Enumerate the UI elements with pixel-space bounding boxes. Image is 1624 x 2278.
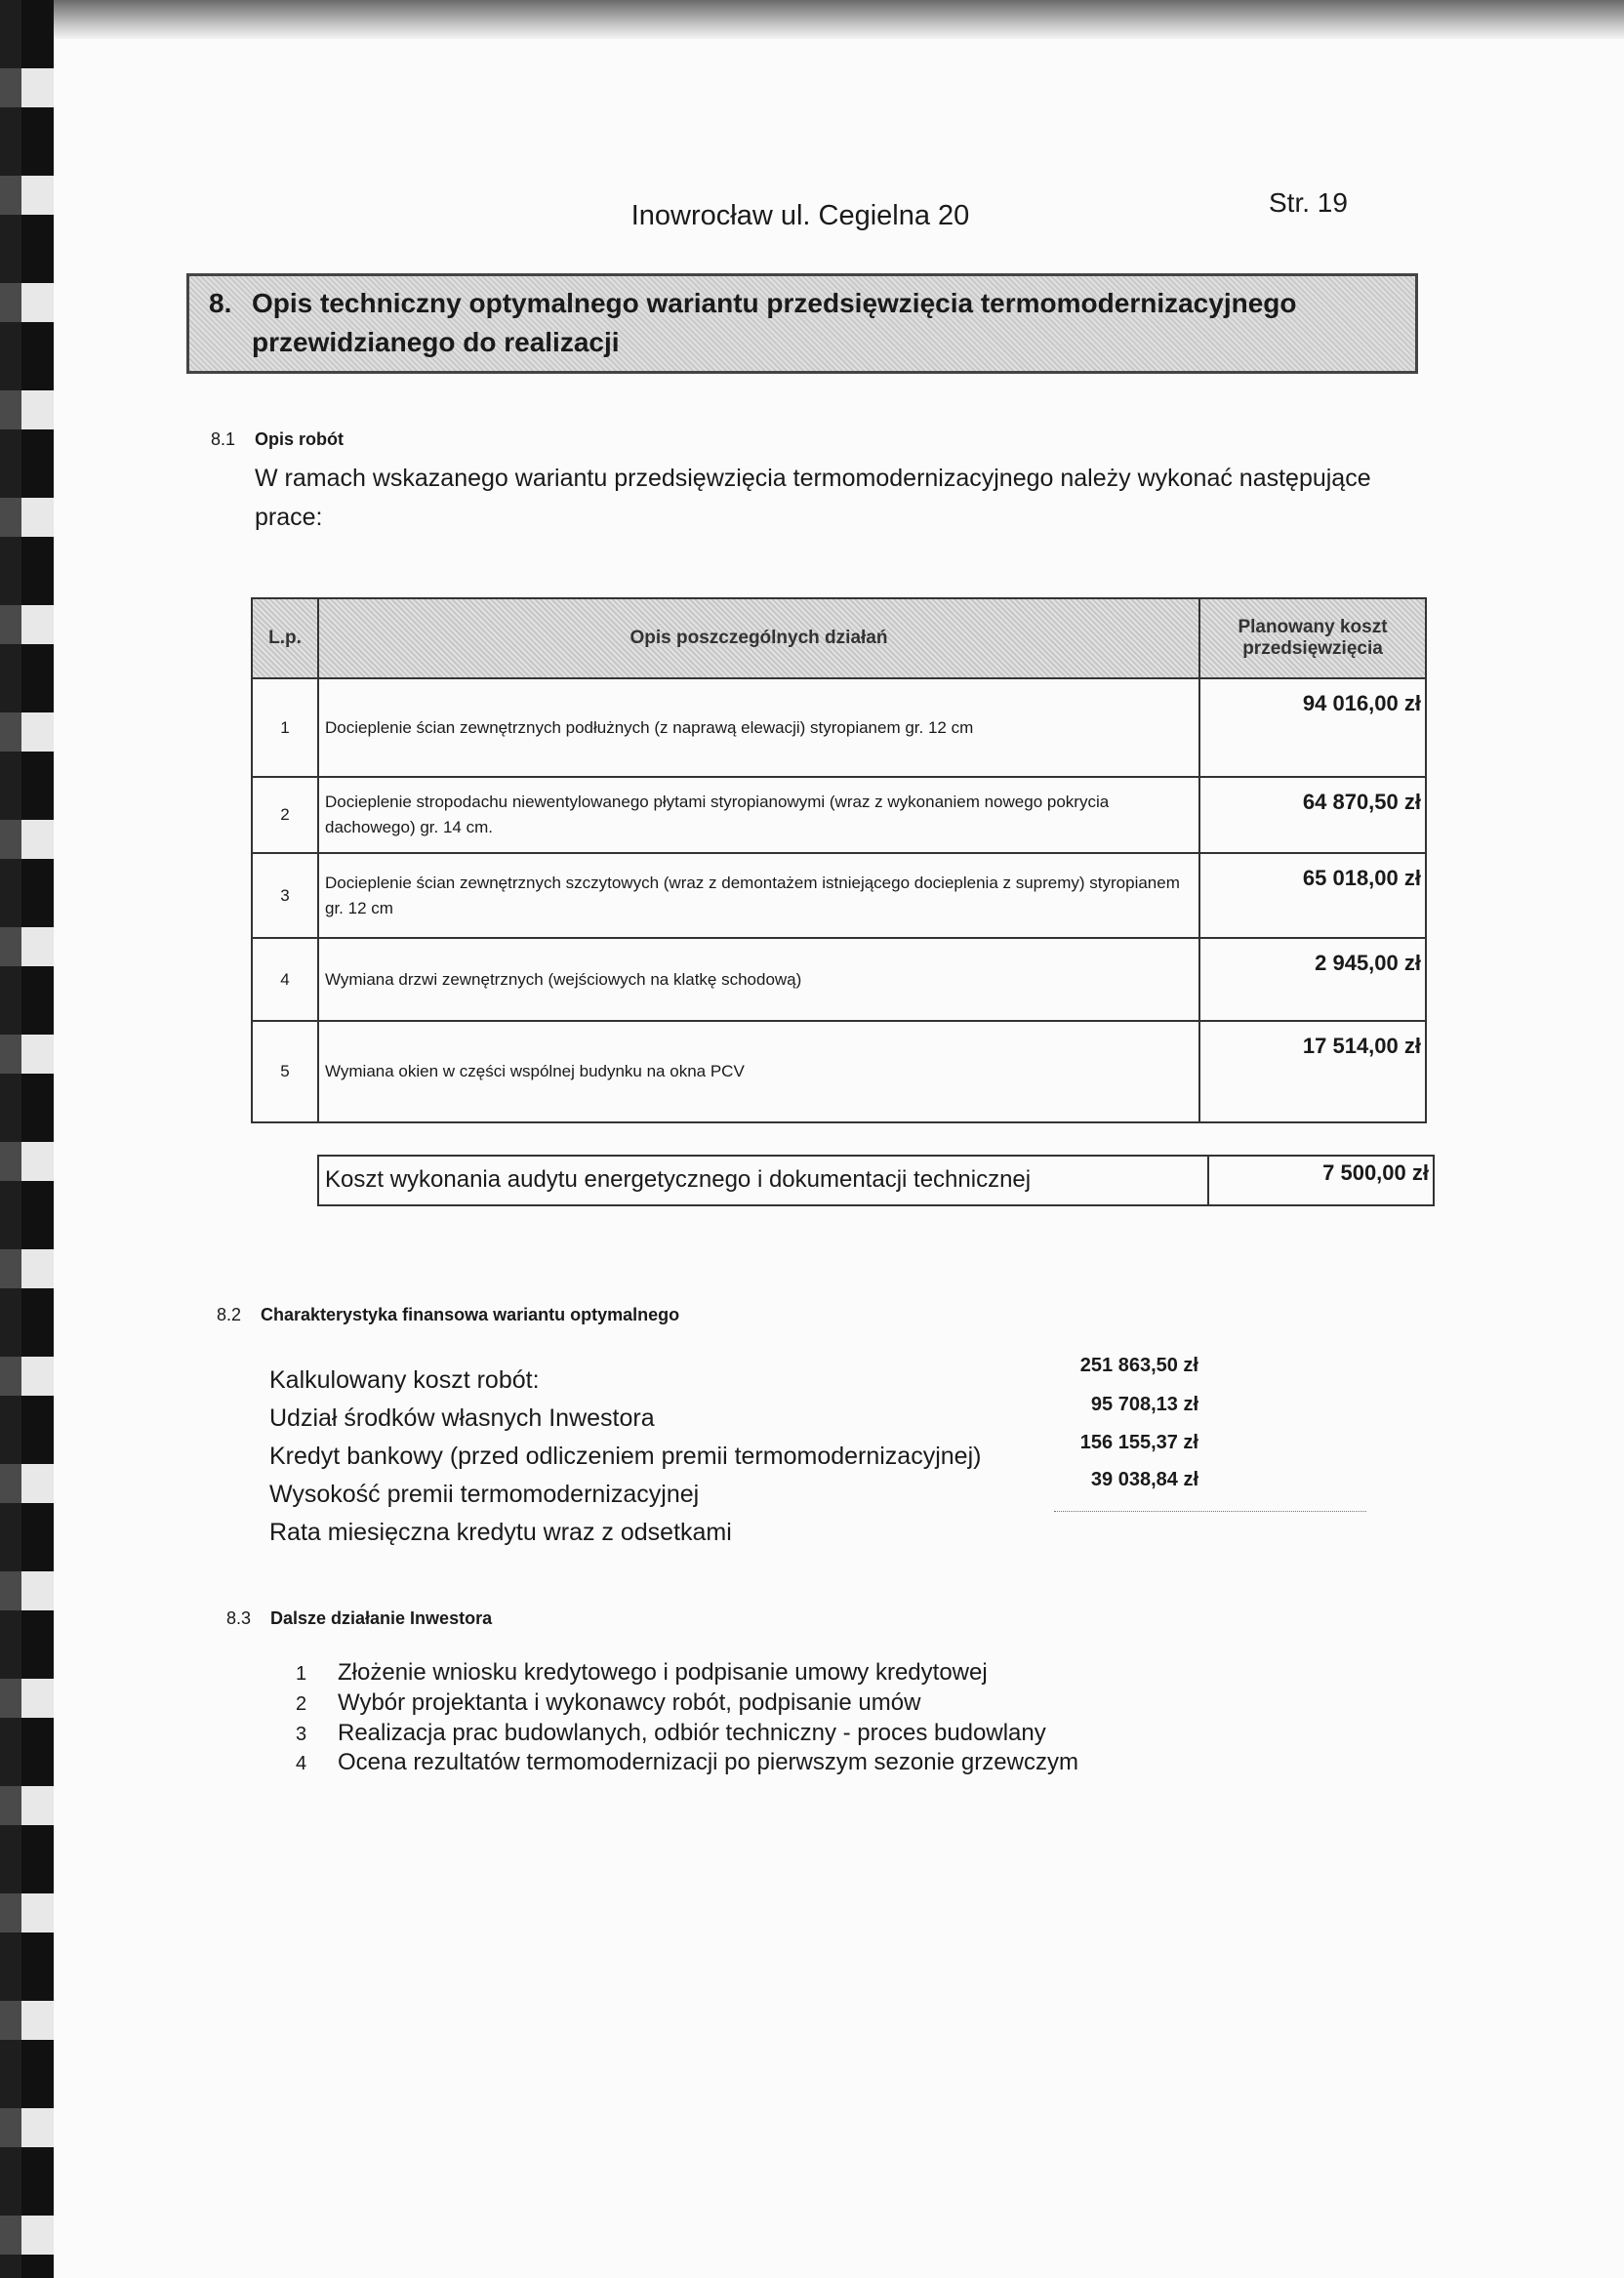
list-item	[296, 1720, 1046, 1747]
row-cost: 2 945,00 zł	[1199, 938, 1426, 1021]
step-text: Realizacja prac budowlanych, odbiór techniczny - proces budowlany	[338, 1720, 1046, 1746]
step-text: Ocena rezultatów termomodernizacji po pierwszym sezonie grzewczym	[338, 1749, 1078, 1775]
step-number: 4	[296, 1753, 307, 1774]
fin-value-premium: 39 038,84 zł	[1090, 1469, 1198, 1490]
page-header-title: Inowrocław ul. Cegielna 20	[630, 200, 970, 231]
row-lp: 4	[252, 938, 318, 1021]
row-lp: 2	[252, 777, 318, 853]
row-description: Docieplenie stropodachu niewentylowanego płytami styropianowymi (wraz z wykonaniem nowego pokrycia dachowego) gr. 14 cm.	[318, 777, 1199, 853]
table-row	[252, 853, 1426, 938]
subsection-title: Opis robót	[255, 429, 344, 449]
section-title-line1: Opis techniczny optymalnego wariantu przedsięwzięcia termomodernizacyjnego	[252, 288, 1297, 318]
section-title-line2: przewidzianego do realizacji	[252, 327, 620, 357]
row-lp: 5	[252, 1021, 318, 1122]
intro-paragraph: W ramach wskazanego wariantu przedsięwzięcia termomodernizacyjnego należy wykonać następujące prace:	[255, 465, 1371, 531]
fin-value-loan: 156 155,37 zł	[1079, 1432, 1198, 1453]
subsection-8-2-heading	[217, 1305, 679, 1325]
fin-label-premium: Wysokość premii termomodernizacyjnej	[269, 1481, 700, 1508]
table-row	[252, 777, 1426, 853]
header-cost: Planowany koszt przedsięwzięcia	[1199, 598, 1426, 678]
table-row	[252, 938, 1426, 1021]
subsection-number: 8.1	[211, 429, 236, 449]
subsection-number: 8.3	[226, 1608, 252, 1628]
list-item	[296, 1689, 920, 1717]
section-heading	[186, 273, 1418, 374]
step-text: Wybór projektanta i wykonawcy robót, podpisanie umów	[338, 1689, 921, 1716]
fin-label-cost: Kalkulowany koszt robót:	[269, 1366, 540, 1394]
row-description: Docieplenie ścian zewnętrznych szczytowych (wraz z demontażem istniejącego docieplenia z supremy) styropianem gr. 12 cm	[318, 853, 1199, 938]
row-lp: 3	[252, 853, 318, 938]
subsection-title: Dalsze działanie Inwestora	[270, 1608, 493, 1628]
fin-label-loan: Kredyt bankowy (przed odliczeniem premii termomodernizacyjnej)	[269, 1443, 982, 1470]
fin-value-cost: 251 863,50 zł	[1079, 1355, 1198, 1376]
subsection-title: Charakterystyka finansowa wariantu optymalnego	[261, 1305, 680, 1324]
page-number: Str. 19	[1269, 187, 1348, 218]
fin-label-own-funds: Udział środków własnych Inwestora	[269, 1404, 655, 1432]
audit-label: Koszt wykonania audytu energetycznego i dokumentacji technicznej	[319, 1157, 1209, 1204]
row-description: Docieplenie ścian zewnętrznych podłużnych (z naprawą elewacji) styropianem gr. 12 cm	[318, 678, 1199, 777]
row-lp: 1	[252, 678, 318, 777]
list-item	[296, 1659, 988, 1687]
step-number: 2	[296, 1693, 307, 1715]
step-number: 3	[296, 1724, 307, 1745]
fin-value-own-funds: 95 708,13 zł	[1090, 1394, 1198, 1415]
step-number: 1	[296, 1663, 307, 1685]
binding-edge	[0, 0, 21, 2278]
row-cost: 64 870,50 zł	[1199, 777, 1426, 853]
table-row	[252, 678, 1426, 777]
row-cost: 94 016,00 zł	[1199, 678, 1426, 777]
fin-label-monthly-rate: Rata miesięczna kredytu wraz z odsetkami	[269, 1519, 732, 1546]
works-table	[251, 597, 1427, 1123]
audit-cost: 7 500,00 zł	[1322, 1160, 1429, 1185]
row-description: Wymiana drzwi zewnętrznych (wejściowych na klatkę schodową)	[318, 938, 1199, 1021]
row-description: Wymiana okien w części wspólnej budynku na okna PCV	[318, 1021, 1199, 1122]
dotted-line	[1054, 1511, 1366, 1512]
step-text: Złożenie wniosku kredytowego i podpisanie umowy kredytowej	[338, 1659, 988, 1686]
subsection-8-3-heading	[226, 1608, 492, 1629]
row-cost: 65 018,00 zł	[1199, 853, 1426, 938]
header-description: Opis poszczególnych działań	[318, 598, 1199, 678]
row-cost: 17 514,00 zł	[1199, 1021, 1426, 1122]
table-header-row	[252, 598, 1426, 678]
list-item	[296, 1749, 1078, 1776]
subsection-8-1-heading	[211, 429, 344, 450]
audit-cost-box	[317, 1155, 1435, 1206]
section-number: 8.	[209, 288, 232, 318]
header-lp: L.p.	[252, 598, 318, 678]
table-row	[252, 1021, 1426, 1122]
subsection-number: 8.2	[217, 1305, 242, 1324]
scan-top-shadow	[0, 0, 1624, 39]
